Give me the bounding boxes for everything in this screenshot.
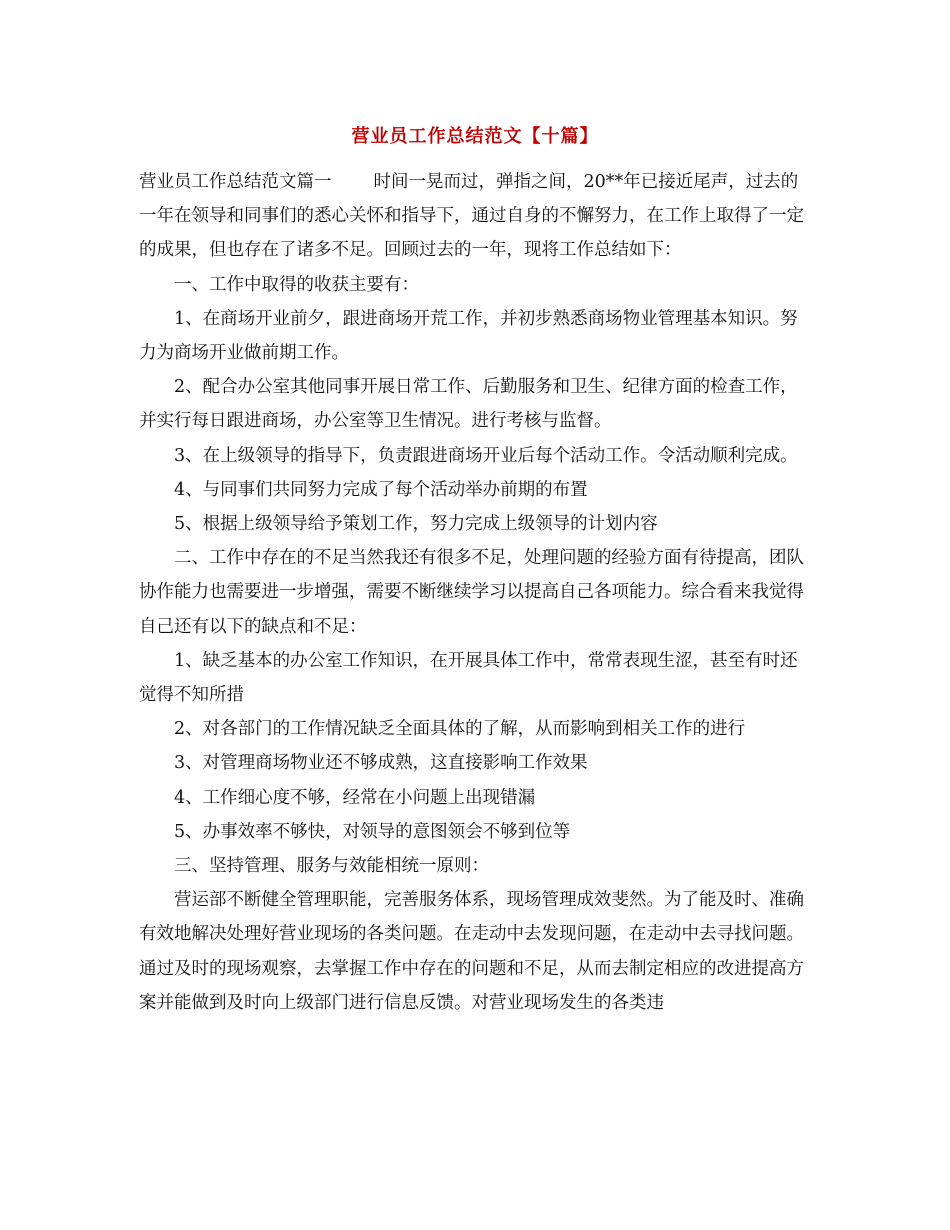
document-title: 营业员工作总结范文【十篇】 xyxy=(351,126,599,147)
paragraph: 5、根据上级领导给予策划工作，努力完成上级领导的计划内容 xyxy=(174,514,658,535)
paragraph: 三、坚持管理、服务与效能相统一原则： xyxy=(174,856,489,877)
paragraph: 2、配合办公室其他同事开展日常工作、后勤服务和卫生、纪律方面的检查工作，并实行每日跟进商场，办公室等卫生情况。进行考核与监督。 xyxy=(139,377,798,432)
document-body xyxy=(139,165,811,1020)
intro-paragraph xyxy=(139,165,811,268)
paragraph: 营运部不断健全管理职能，完善服务体系，现场管理成效斐然。为了能及时、准确有效地解决处理好营业现场的各类问题。在走动中去发现问题，在走动中去寻找问题。通过及时的现场观察，去掌握工作中存在的问题和不足，从而去制定相应的改进提高方案并能做到及时向上级部门进行信息反馈。对营业现场发生的各类违 xyxy=(139,890,804,1013)
paragraph: 3、对管理商场物业还不够成熟，这直接影响工作效果 xyxy=(174,753,588,774)
paragraph: 3、在上级领导的指导下，负责跟进商场开业后每个活动工作。令活动顺利完成。 xyxy=(174,445,798,466)
paragraph: 5、办事效率不够快，对领导的意图领会不够到位等 xyxy=(174,821,571,842)
paragraph: 4、与同事们共同努力完成了每个活动举办前期的布置 xyxy=(174,479,588,500)
paragraph: 一、工作中取得的收获主要有： xyxy=(174,274,419,295)
intro-heading: 营业员工作总结范文篇一 xyxy=(139,172,332,192)
paragraph: 1、缺乏基本的办公室工作知识，在开展具体工作中，常常表现生涩，甚至有时还觉得不知所措 xyxy=(139,650,798,706)
paragraph: 2、对各部门的工作情况缺乏全面具体的了解，从而影响到相关工作的进行 xyxy=(174,719,746,740)
paragraph: 1、在商场开业前夕，跟进商场开荒工作，并初步熟悉商场物业管理基本知识。努力为商场开业做前期工作。 xyxy=(139,308,798,364)
paragraph: 二、工作中存在的不足当然我还有很多不足，处理问题的经验方面有待提高，团队协作能力也需要进一步增强，需要不断继续学习以提高自己各项能力。综合看来我觉得自己还有以下的缺点和不足： xyxy=(139,548,804,637)
intro-text: 时间一晃而过，弹指之间，20**年已接近尾声，过去的一年在领导和同事们的悉心关怀和指导下，通过自身的不懈努力，在工作上取得了一定的成果，但也存在了诸多不足。回顾过去的一年，现将工作总结如下： xyxy=(139,172,804,261)
paragraph: 4、工作细心度不够，经常在小问题上出现错漏 xyxy=(174,787,536,808)
